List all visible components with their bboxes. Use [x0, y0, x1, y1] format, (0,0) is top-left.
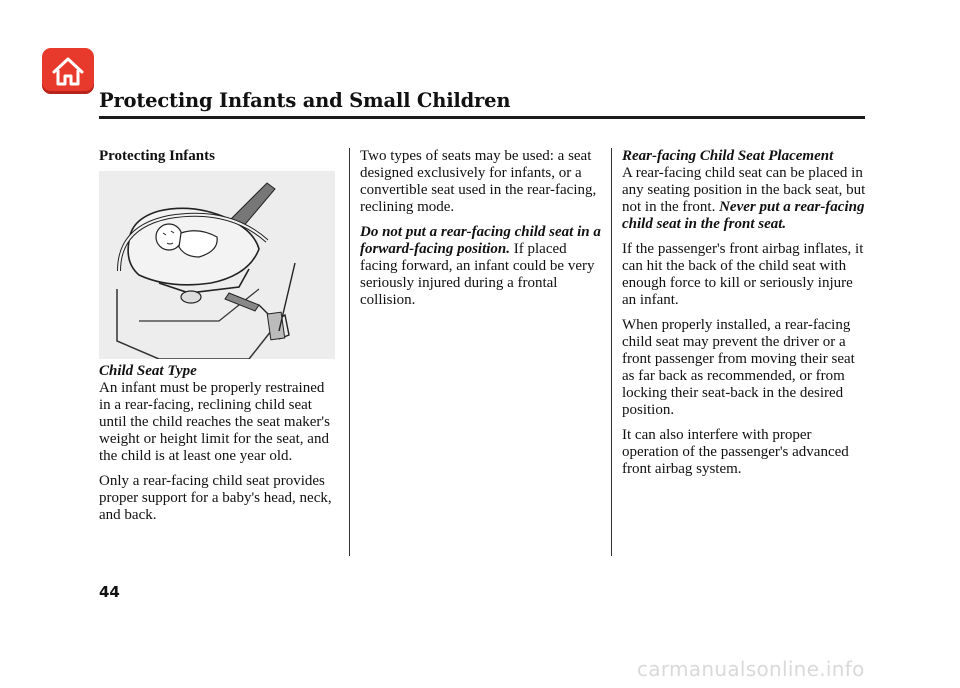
rear-facing-infant-seat-illustration	[99, 171, 335, 359]
column-2	[360, 148, 602, 317]
placement-text: A rear-facing child seat can be placed in any seating position in the back seat, but not in the front.	[622, 165, 866, 215]
column-1	[99, 148, 339, 532]
warning-paragraph	[360, 224, 602, 309]
paragraph	[622, 165, 868, 233]
subhead-child-seat-type: Child Seat Type	[99, 363, 197, 379]
paragraph: An infant must be properly restrained in a rear-facing, reclining child seat until the child reaches the seat maker's weight or height limit for the seat, and the child is at least one year old.	[99, 380, 330, 464]
paragraph: If the passenger's front airbag inflates, it can hit the back of the child seat with enough force to kill or seriously injure an infant.	[622, 241, 864, 308]
home-button[interactable]	[42, 48, 94, 94]
paragraph: Two types of seats may be used: a seat designed exclusively for infants, or a convertible seat used in the rear-facing, reclining mode.	[360, 148, 597, 215]
warning-emphasis: Do not put a rear-facing child seat in a forward-facing position.	[360, 224, 601, 257]
paragraph: When properly installed, a rear-facing child seat may prevent the driver or a front passenger from moving their seat as far back as recommended, or from locking their seat-back in the desired position.	[622, 317, 855, 418]
column-divider	[349, 148, 350, 556]
home-icon	[42, 48, 94, 94]
title-rule	[99, 116, 865, 119]
column-divider	[611, 148, 612, 556]
page-number: 44	[99, 583, 120, 601]
placement-emphasis: Never put a rear-facing child seat in the front seat.	[622, 199, 865, 232]
subhead-seat-placement: Rear-facing Child Seat Placement	[622, 148, 834, 164]
column-3	[622, 148, 868, 486]
heading-protecting-infants: Protecting Infants	[99, 148, 215, 164]
watermark: carmanualsonline.info	[637, 657, 865, 681]
section-title: Protecting Infants and Small Children	[99, 89, 511, 112]
paragraph: Only a rear-facing child seat provides proper support for a baby's head, neck, and back.	[99, 473, 332, 523]
paragraph: It can also interfere with proper operation of the passenger's advanced front airbag system.	[622, 427, 849, 477]
warning-text: If placed facing forward, an infant could be very seriously injured during a frontal collision.	[360, 241, 595, 308]
